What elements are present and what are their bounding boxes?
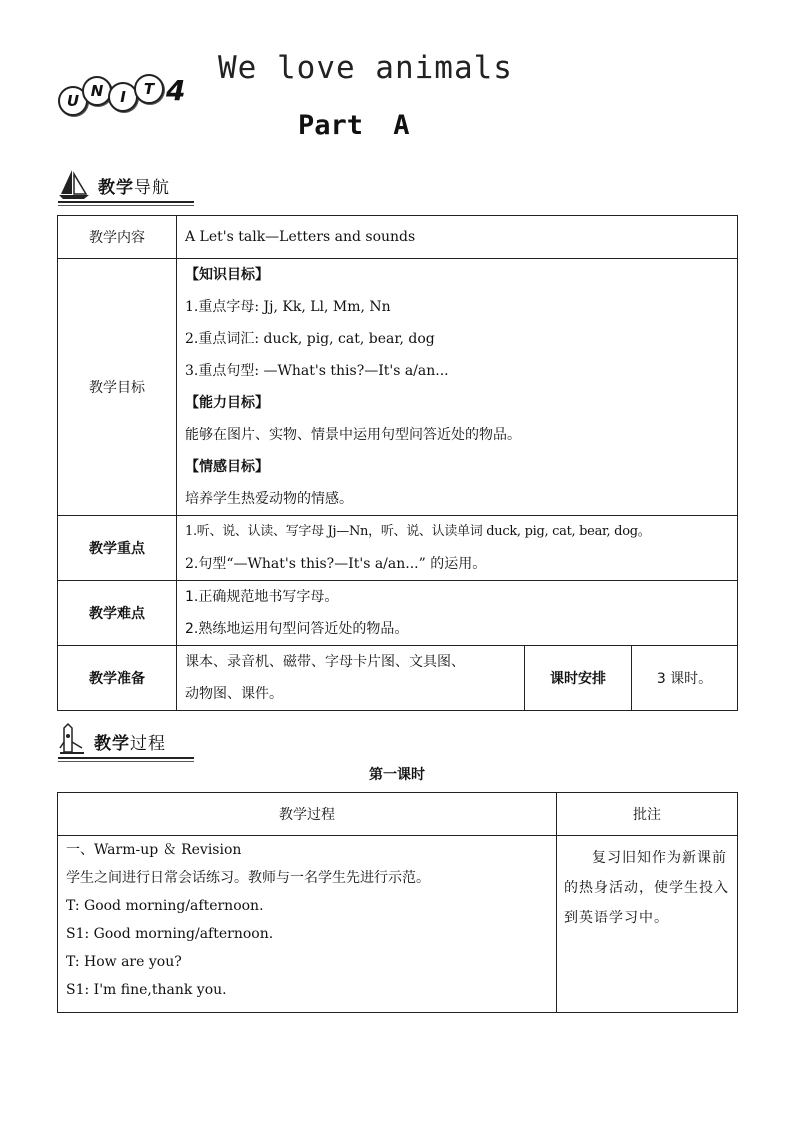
warmup-note: 复习旧知作为新课前的热身活动，使学生投入到英语学习中。 (564, 850, 729, 926)
knowledge-goal-1: 1.重点字母: Jj, Kk, Ll, Mm, Nn (185, 299, 391, 315)
section-header-nav (58, 166, 170, 200)
preparation-line-1: 课本、录音机、磁带、字母卡片图、文具图、 (185, 654, 465, 670)
content-label: 教学内容 (58, 216, 177, 259)
key-point-2: 2.句型“—What's this?—It's a/an...” 的运用。 (185, 556, 487, 572)
key-point-1: 1.听、说、认读、写字母 Jj—Nn，听、说、认读单词 duck, pig, cat, bear, dog。 (185, 524, 651, 539)
process-column-header: 教学过程 (58, 793, 557, 836)
difficulties-cell (177, 581, 738, 646)
preparation-label: 教学准备 (58, 646, 177, 711)
difficulties-label: 教学难点 (58, 581, 177, 646)
emotion-goal-heading: 【情感目标】 (185, 459, 269, 475)
goals-label: 教学目标 (58, 259, 177, 516)
note-column-header: 批注 (557, 793, 738, 836)
preparation-line-2: 动物图、课件。 (185, 686, 283, 702)
process-header-row (58, 793, 738, 836)
row-preparation (58, 646, 738, 711)
row-goals (58, 259, 738, 516)
process-row-warmup (58, 836, 738, 1013)
teaching-plan-table (57, 215, 738, 711)
schedule-value: 3 课时。 (632, 646, 738, 711)
key-points-label: 教学重点 (58, 516, 177, 581)
warmup-note-cell (557, 836, 738, 1013)
ability-goal-heading: 【能力目标】 (185, 395, 269, 411)
difficulty-2: 2.熟练地运用句型问答近处的物品。 (185, 621, 409, 637)
row-difficulties (58, 581, 738, 646)
teaching-process-table (57, 792, 738, 1013)
sailboat-icon (58, 168, 92, 200)
lesson-period-title: 第一课时 (369, 767, 425, 783)
dialogue-line-2: S1: Good morning/afternoon. (66, 926, 274, 942)
key-points-cell (177, 516, 738, 581)
row-content (58, 216, 738, 259)
ability-goal: 能够在图片、实物、情景中运用句型问答近处的物品。 (185, 427, 521, 443)
part-title: Part A (298, 110, 410, 141)
content-value: A Let's talk—Letters and sounds (177, 216, 738, 259)
unit-letter-i: I (108, 82, 138, 112)
section-header-process-text: 教学过程 (94, 734, 166, 754)
pencil-figure-icon (58, 722, 88, 756)
unit-letter-n: N (82, 76, 112, 106)
unit-badge (58, 70, 198, 118)
dialogue-line-1: T: Good morning/afternoon. (66, 898, 264, 914)
goals-cell (177, 259, 738, 516)
difficulty-1: 1.正确规范地书写字母。 (185, 589, 339, 605)
section-header-nav-text: 教学导航 (98, 178, 170, 198)
knowledge-goal-2: 2.重点词汇: duck, pig, cat, bear, dog (185, 331, 435, 347)
schedule-label: 课时安排 (525, 646, 632, 711)
preparation-cell (177, 646, 525, 711)
emotion-goal: 培养学生热爱动物的情感。 (185, 491, 353, 507)
knowledge-goal-3: 3.重点句型: —What's this?—It's a/an... (185, 363, 449, 379)
section-header-process (58, 722, 166, 756)
warmup-description: 学生之间进行日常会话练习。教师与一名学生先进行示范。 (66, 870, 430, 886)
unit-letter-t: T (134, 74, 164, 104)
lesson-title-english: We love animals (218, 50, 513, 86)
unit-letter-u: U (58, 86, 88, 116)
dialogue-line-3: T: How are you? (66, 954, 182, 970)
knowledge-goal-heading: 【知识目标】 (185, 267, 269, 283)
warmup-cell (58, 836, 557, 1013)
row-key-points (58, 516, 738, 581)
warmup-heading: 一、Warm-up ＆ Revision (66, 842, 242, 858)
dialogue-line-4: S1: I'm fine,thank you. (66, 982, 227, 998)
unit-number: 4 (166, 74, 186, 107)
